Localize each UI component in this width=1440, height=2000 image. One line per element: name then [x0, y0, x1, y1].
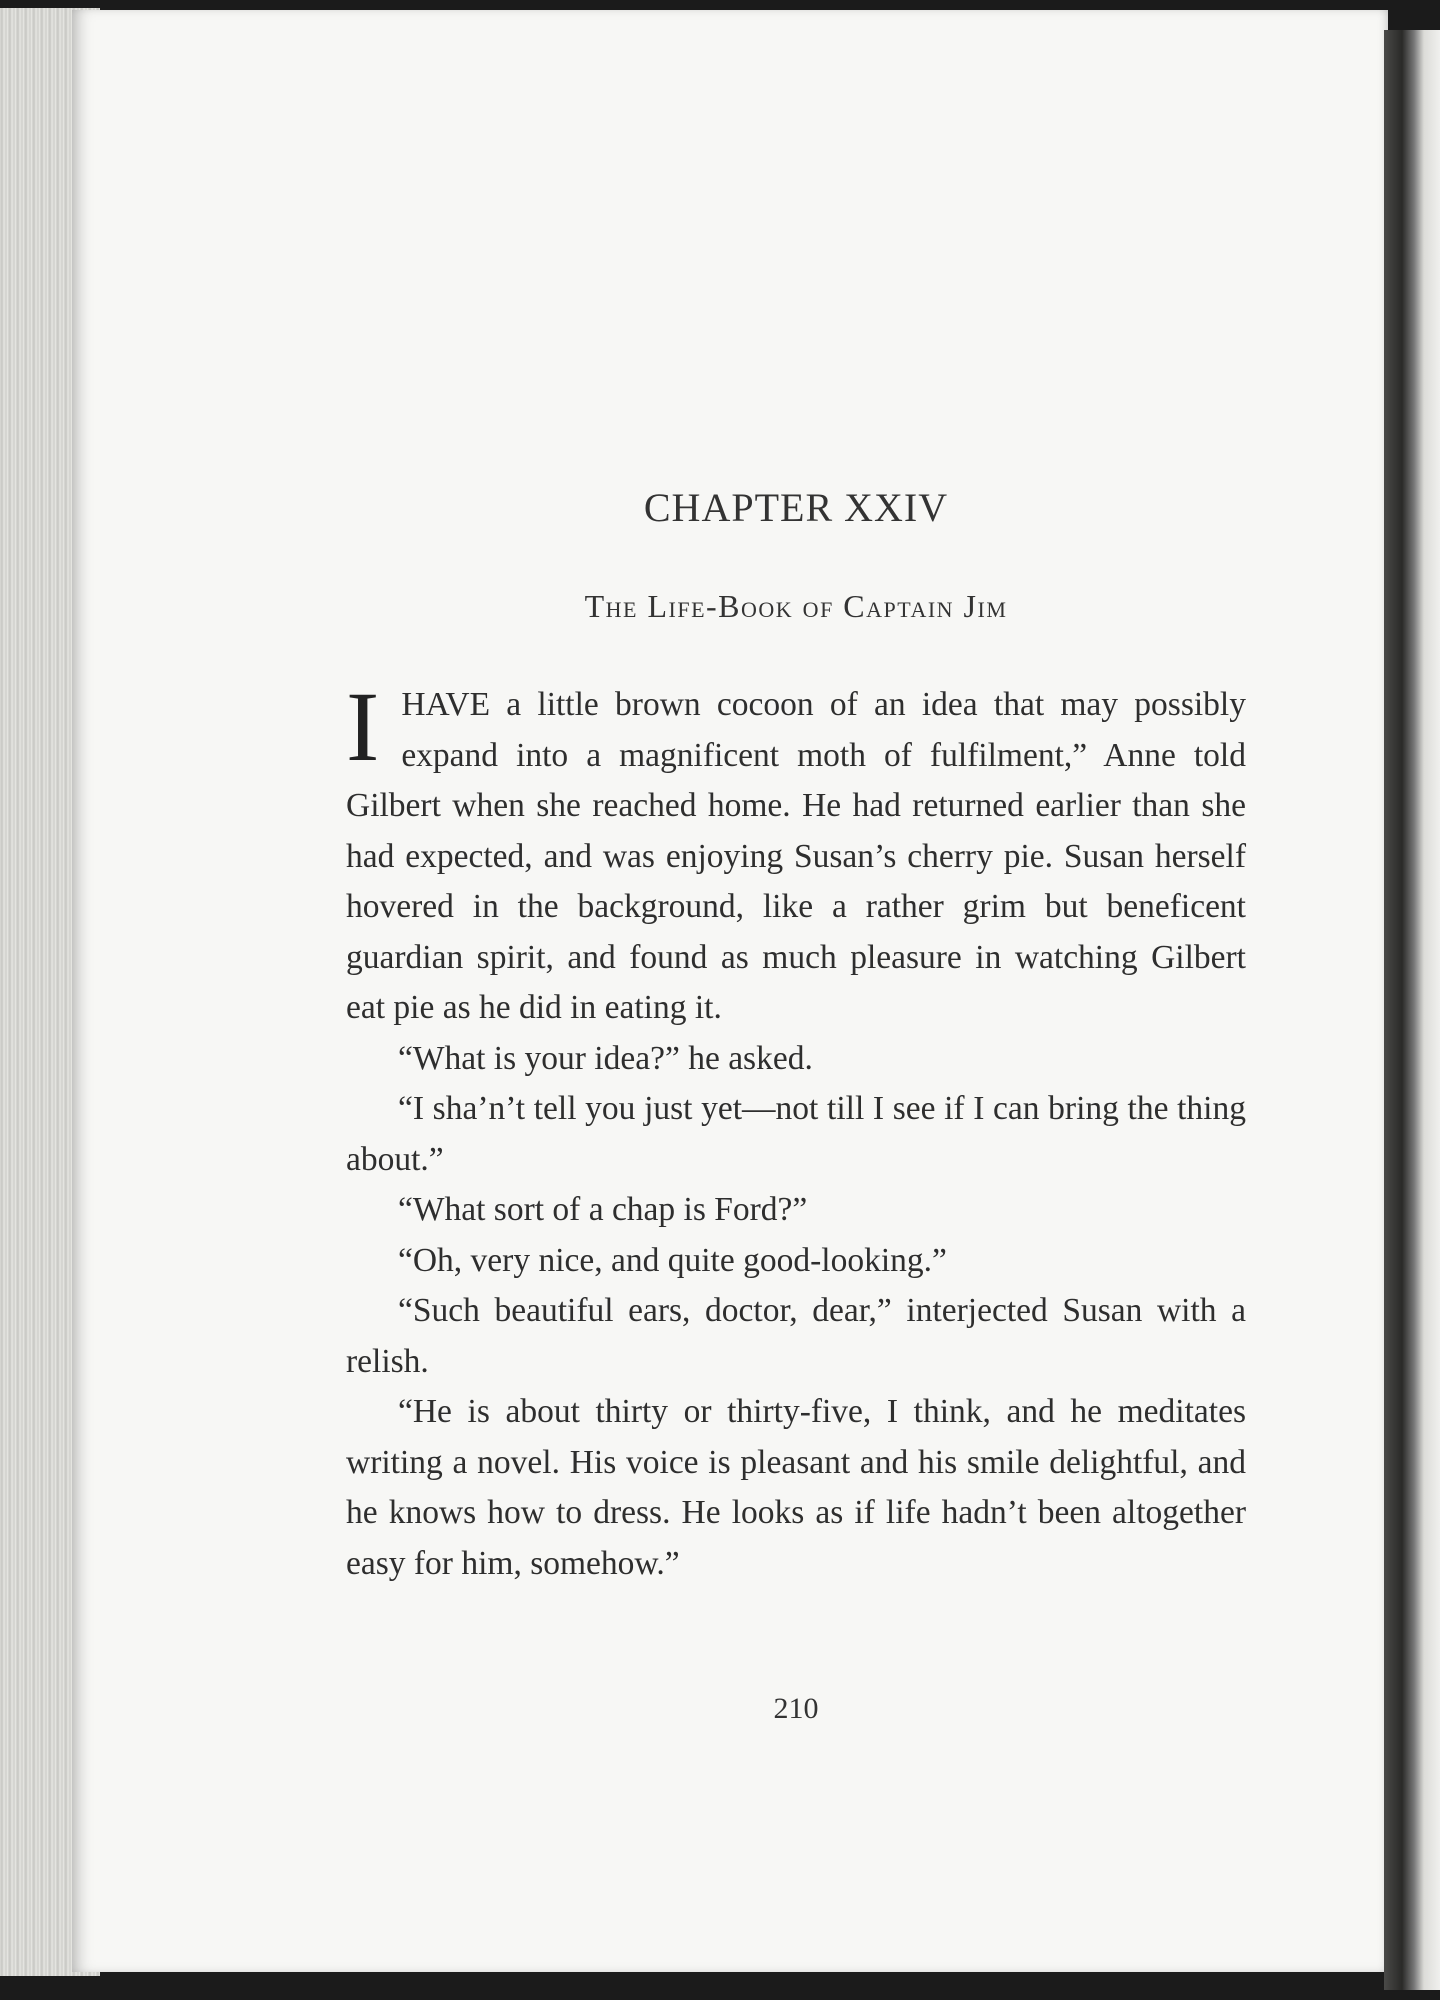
chapter-body [346, 671, 1246, 1589]
page-number: 210 [773, 1692, 819, 1725]
paragraph: “Oh, very nice, and quite good-looking.” [398, 1241, 947, 1279]
paragraph: “I sha’n’t tell you just yet—not till I see if I can bring the thing about.” [346, 1090, 1246, 1178]
paragraph [346, 671, 1246, 1034]
cover-edge [1384, 30, 1440, 1990]
paragraph: “What sort of a chap is Ford?” [398, 1191, 808, 1228]
paragraph-text: HAVE a little brown cocoon of an idea that may possibly expand into a magnificent moth of fulfilment,” Anne told Gilbert when she reached home. He had returned earlier than she had expected, and was enjoying Susan’s cherry pie. Susan herself hovered in the background, like a rather grim but beneficent guardian spirit, and found as much pleasure in watching Gilbert eat pie as he did in eating it. [346, 686, 1246, 1026]
paragraph: “He is about thirty or thirty-five, I think, and he meditates writing a novel. His voice is pleasant and his smile delightful, and he knows how to dress. He looks as if life hadn’t been altogether easy for him, somehow.” [346, 1393, 1246, 1582]
paragraph: “Such beautiful ears, doctor, dear,” interjected Susan with a relish. [346, 1292, 1246, 1380]
chapter-title: CHAPTER XXIV [643, 485, 949, 530]
drop-cap: I [346, 671, 380, 782]
paragraph: “What is your idea?” he asked. [398, 1039, 813, 1077]
chapter-subtitle: The Life-Book of Captain Jim [584, 588, 1008, 624]
